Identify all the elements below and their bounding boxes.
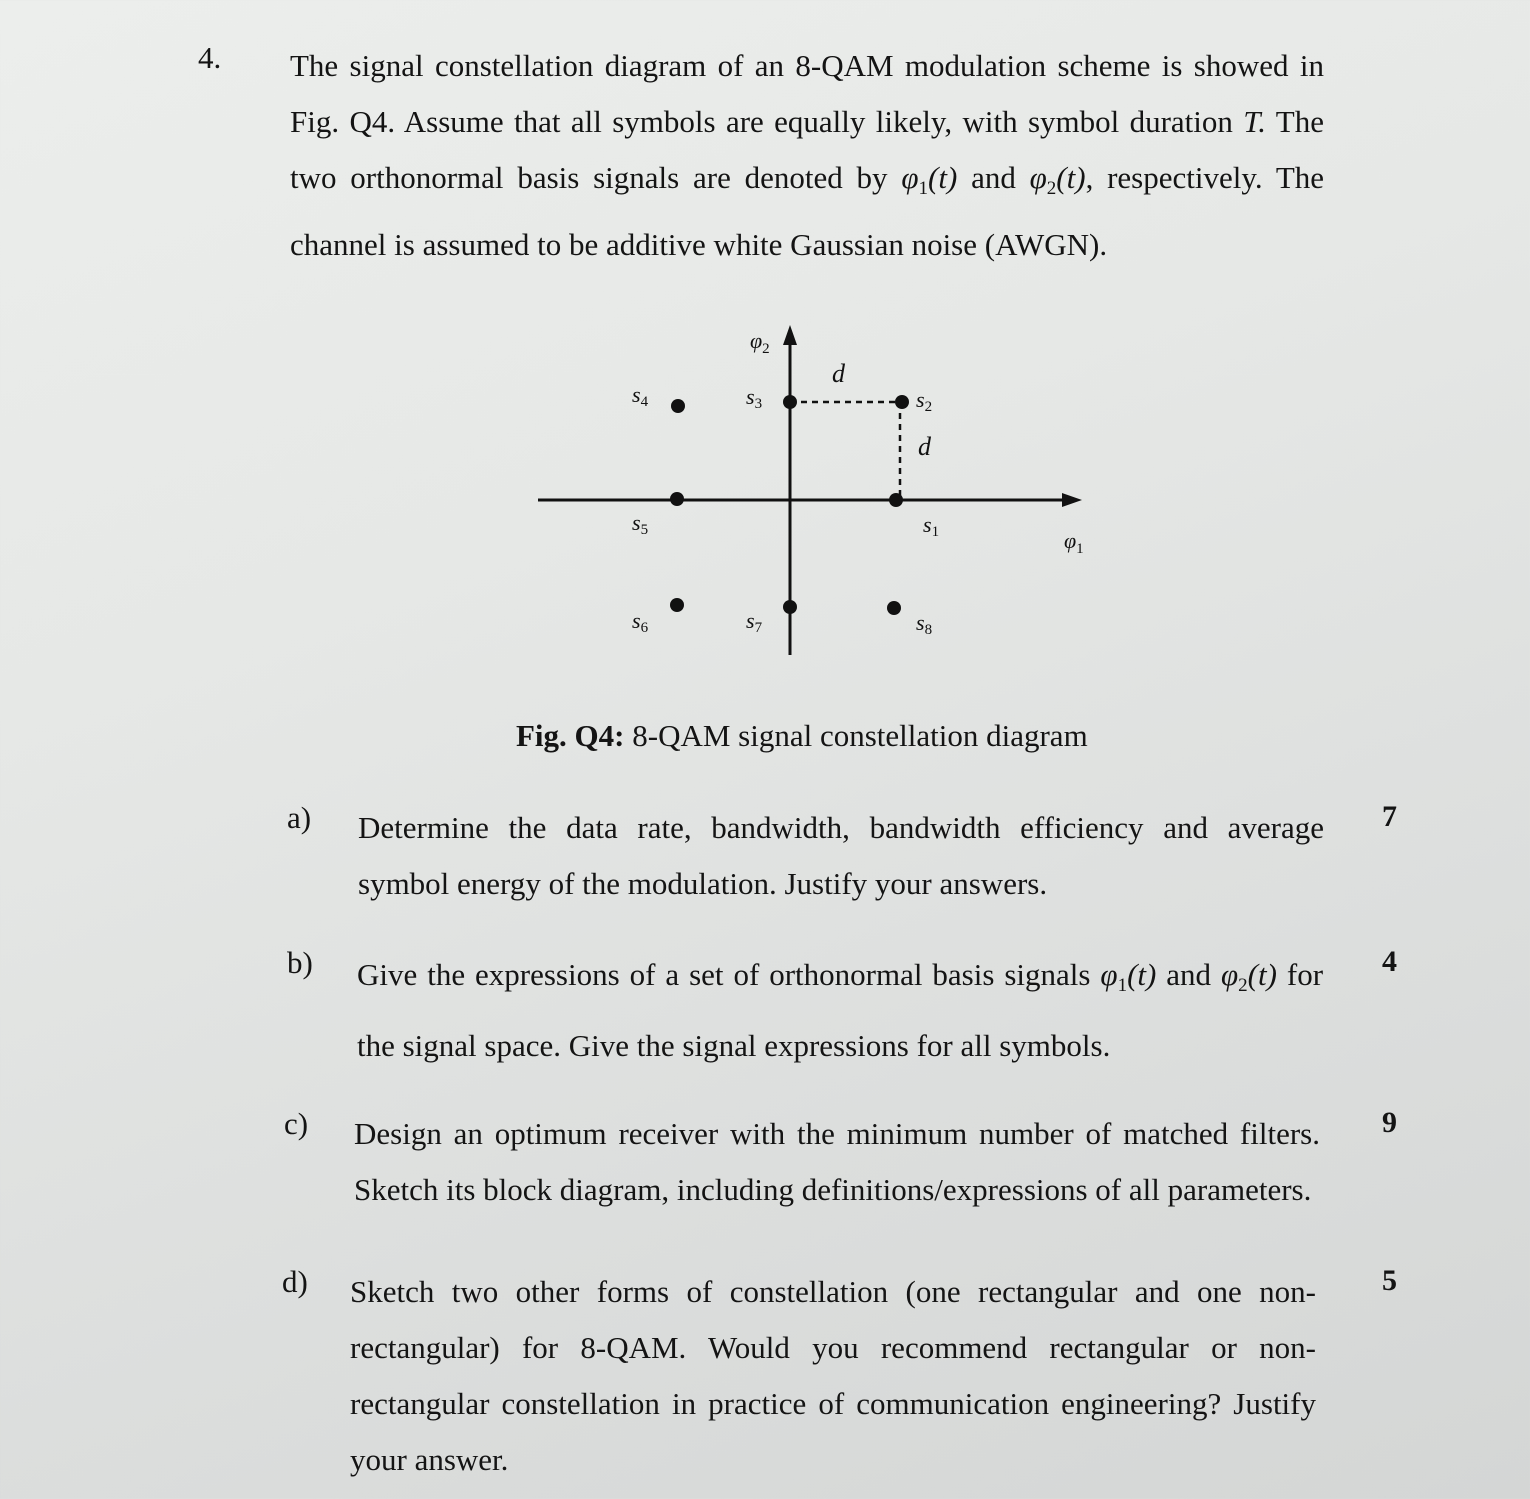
part-text: Sketch two other forms of constellation (one rectangular and one non- rectangular) for 8-QAM. Would you recommend rectangular or non- rectangular constellation in practice of communication engineering? Justify your answer. <box>350 1274 1316 1477</box>
symbol-label-s2: s2 <box>916 387 933 415</box>
symbol-label-s7: s7 <box>746 608 763 636</box>
symbol-point-s8 <box>887 601 901 615</box>
symbol-point-s6 <box>670 598 684 612</box>
symbol-label-s5: s5 <box>632 510 649 538</box>
question-number: 4. <box>198 40 222 75</box>
symbol-label-s6: s6 <box>632 608 649 636</box>
symbol-duration-T: T. <box>1243 104 1266 139</box>
part-marks: 9 <box>1382 1106 1397 1139</box>
part-letter: c) <box>284 1106 309 1141</box>
intro-line-2: Fig. Q4. Assume that all symbols are equally likely, with symbol duration T. The <box>290 104 1324 139</box>
phi2-axis-arrow <box>783 325 797 345</box>
part-marks: 4 <box>1382 945 1397 978</box>
symbol-point-s1 <box>889 493 903 507</box>
symbol-point-s5 <box>670 492 684 506</box>
part-text: Design an optimum receiver with the minimum number of matched filters. Sketch its block diagram, including definitions/expressions of all parameters. <box>354 1116 1320 1207</box>
part-letter: a) <box>287 800 312 835</box>
phi2-axis-label: $\varphi_2$ <box>750 328 770 357</box>
d-label-horizontal: d <box>832 359 845 388</box>
symbol-label-s4: s4 <box>632 382 649 410</box>
symbol-point-s3 <box>783 395 797 409</box>
intro-line-3: two orthonormal basis signals are denoted by $\varphi_1(t)$ and $\varphi_2(t)$, respectively. The <box>290 160 1325 199</box>
phi1-symbol: $\varphi_1(t)$ <box>901 160 958 199</box>
part-marks: 5 <box>1382 1264 1397 1297</box>
symbol-point-s4 <box>671 399 685 413</box>
phi2-symbol: $\varphi_2(t)$ <box>1029 160 1086 199</box>
symbol-point-s7 <box>783 600 797 614</box>
symbol-point-s2 <box>895 395 909 409</box>
phi1-axis-label: $\varphi_1$ <box>1064 528 1084 557</box>
part-d <box>282 1264 1530 1494</box>
intro-line-1: The signal constellation diagram of an 8-QAM modulation scheme is showed in <box>290 48 1324 83</box>
symbol-label-s1: s1 <box>923 512 940 540</box>
phi1-axis-arrow <box>1062 493 1082 507</box>
figure-caption: Fig. Q4: 8-QAM signal constellation diagram <box>516 718 1088 753</box>
part-text: Give the expressions of a set of orthonormal basis signals $\varphi_1(t)$ and $\varphi_2(t)$ for the signal space. Give the signal expressions for all symbols. <box>357 957 1324 1063</box>
symbol-label-s8: s8 <box>916 610 933 638</box>
part-letter: b) <box>287 945 313 980</box>
d-label-vertical: d <box>918 432 931 461</box>
intro-line-4: channel is assumed to be additive white Gaussian noise (AWGN). <box>290 227 1108 262</box>
question-intro <box>290 38 1324 273</box>
part-text: Determine the data rate, bandwidth, bandwidth efficiency and average symbol energy of the modulation. Justify your answers. <box>358 810 1324 901</box>
symbol-label-s3: s3 <box>746 384 763 412</box>
part-marks: 7 <box>1382 800 1397 833</box>
constellation-diagram <box>520 310 1120 670</box>
part-letter: d) <box>282 1264 308 1299</box>
